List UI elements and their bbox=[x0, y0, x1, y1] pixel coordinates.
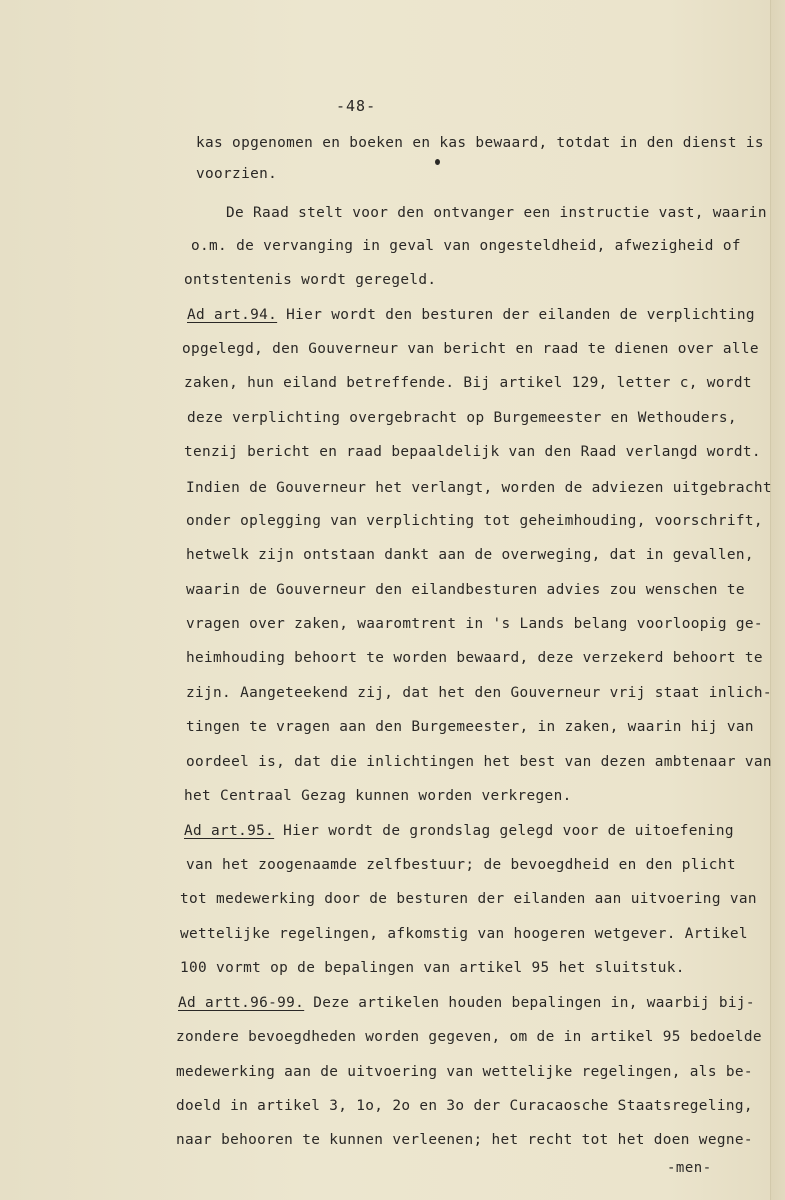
text-line-17: zijn. Aangeteekend zij, dat het den Gouverneur vrij staat inlich- bbox=[186, 685, 772, 701]
text-line-21-body: Hier wordt de grondslag gelegd voor de uitoefening bbox=[283, 823, 734, 839]
page-number: -48- bbox=[336, 97, 377, 115]
text-line-5: ontstentenis wordt geregeld. bbox=[184, 272, 437, 288]
text-line-12: onder oplegging van verplichting tot geheimhouding, voorschrift, bbox=[186, 513, 763, 529]
text-line-9: deze verplichting overgebracht op Burgemeester en Wethouders, bbox=[187, 410, 737, 426]
text-line-15: vragen over zaken, waaromtrent in 's Lands belang voorloopig ge- bbox=[186, 616, 763, 632]
page-edge-shadow bbox=[771, 0, 785, 1200]
text-line-21 bbox=[184, 822, 734, 840]
ink-dot-mark bbox=[435, 159, 440, 165]
text-line-29: doeld in artikel 3, 1o, 2o en 3o der Curacaosche Staatsregeling, bbox=[176, 1098, 753, 1114]
text-line-22: van het zoogenaamde zelfbestuur; de bevoegdheid en den plicht bbox=[186, 857, 736, 873]
text-line-13: hetwelk zijn ontstaan dankt aan de overweging, dat in gevallen, bbox=[186, 547, 754, 563]
text-line-16: heimhouding behoort te worden bewaard, deze verzekerd behoort te bbox=[186, 650, 763, 666]
text-line-25: 100 vormt op de bepalingen van artikel 95 het sluitstuk. bbox=[180, 960, 685, 976]
text-line-28: medewerking aan de uitvoering van wettelijke regelingen, als be- bbox=[176, 1064, 753, 1080]
heading-ad-art-95: Ad art.95. bbox=[184, 823, 275, 839]
text-line-10: tenzij bericht en raad bepaaldelijk van den Raad verlangd wordt. bbox=[184, 444, 761, 460]
text-line-19: oordeel is, dat die inlichtingen het best van dezen ambtenaar van bbox=[186, 754, 772, 770]
text-line-2: voorzien. bbox=[196, 166, 278, 182]
text-line-6-body: Hier wordt den besturen der eilanden de verplichting bbox=[286, 307, 755, 323]
heading-ad-artt-96-99: Ad artt.96-99. bbox=[178, 995, 305, 1011]
text-line-4: o.m. de vervanging in geval van ongesteldheid, afwezigheid of bbox=[191, 238, 741, 254]
text-line-26 bbox=[178, 994, 755, 1012]
text-line-23: tot medewerking door de besturen der eilanden aan uitvoering van bbox=[180, 891, 757, 907]
text-line-6 bbox=[187, 306, 755, 324]
text-line-27: zondere bevoegdheden worden gegeven, om de in artikel 95 bedoelde bbox=[176, 1029, 762, 1045]
text-line-3: De Raad stelt voor den ontvanger een instructie vast, waarin bbox=[226, 205, 767, 221]
heading-ad-art-94: Ad art.94. bbox=[187, 307, 278, 323]
text-line-18: tingen te vragen aan den Burgemeester, in zaken, waarin hij van bbox=[186, 719, 754, 735]
text-line-24: wettelijke regelingen, afkomstig van hoogeren wetgever. Artikel bbox=[180, 926, 748, 942]
text-line-7: opgelegd, den Gouverneur van bericht en raad te dienen over alle bbox=[182, 341, 759, 357]
text-line-30: naar behooren te kunnen verleenen; het recht tot het doen wegne- bbox=[176, 1132, 753, 1148]
text-line-8: zaken, hun eiland betreffende. Bij artikel 129, letter c, wordt bbox=[184, 375, 752, 391]
text-line-14: waarin de Gouverneur den eilandbesturen advies zou wenschen te bbox=[186, 582, 745, 598]
text-line-11: Indien de Gouverneur het verlangt, worden de adviezen uitgebracht bbox=[186, 480, 772, 496]
text-line-1: kas opgenomen en boeken en kas bewaard, totdat in den dienst is bbox=[196, 135, 764, 151]
catchword: -men- bbox=[667, 1160, 712, 1176]
text-line-26-body: Deze artikelen houden bepalingen in, waarbij bij- bbox=[313, 995, 755, 1011]
text-line-20: het Centraal Gezag kunnen worden verkregen. bbox=[184, 788, 572, 804]
